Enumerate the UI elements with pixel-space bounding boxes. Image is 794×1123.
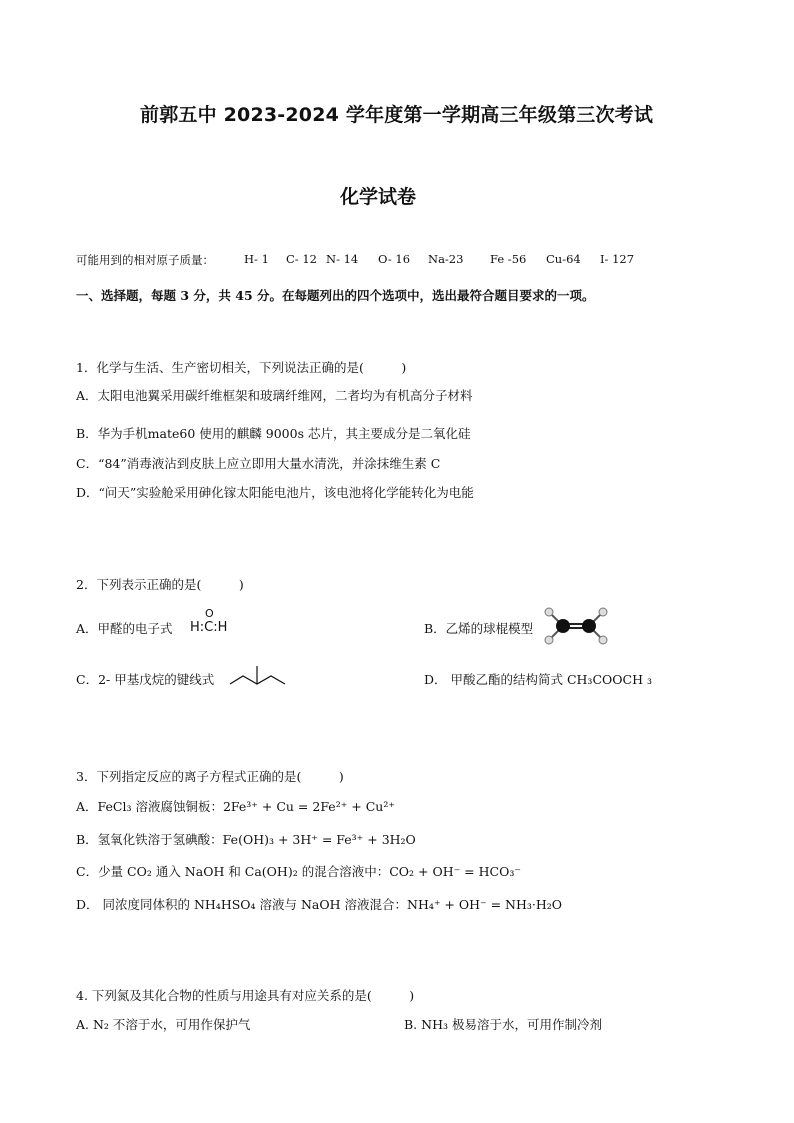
question-4-stem: 4. 下列氮及其化合物的性质与用途具有对应关系的是( )	[76, 988, 415, 1003]
atomic-mass-item: Fe -56	[490, 252, 527, 266]
section-heading: 一、选择题，每题 3 分，共 45 分。在每题列出的四个选项中，选出最符合题目要求的一项。	[76, 288, 595, 303]
question-1-option-b: B．华为手机mate60 使用的麒麟 9000s 芯片，其主要成分是二氧化硅	[76, 426, 471, 441]
atomic-mass-label: 可能用到的相对原子质量：	[76, 253, 214, 267]
atomic-mass-item: C- 12	[286, 252, 317, 266]
question-2-option-a: A．甲醛的电子式	[76, 621, 173, 636]
formaldehyde-electron-formula	[190, 607, 232, 639]
question-3-option-d: D． 同浓度同体积的 NH₄HSO₄ 溶液与 NaOH 溶液混合：NH₄⁺ + OH⁻ = NH₃·H₂O	[76, 897, 563, 912]
question-1-stem: 1．化学与生活、生产密切相关，下列说法正确的是( )	[76, 360, 407, 375]
atomic-mass-item: N- 14	[326, 252, 359, 266]
question-3-option-a: A．FeCl₃ 溶液腐蚀铜板：2Fe³⁺ + Cu = 2Fe²⁺ + Cu²⁺	[76, 799, 395, 814]
question-2-stem: 2．下列表示正确的是( )	[76, 577, 244, 592]
atomic-mass-item: Na-23	[428, 252, 464, 266]
formula-h-c-h: H:C:H	[190, 620, 228, 635]
question-2-option-d: D． 甲酸乙酯的结构简式 CH₃COOCH ₃	[424, 672, 652, 687]
methylpentane-skeletal-formula	[229, 662, 289, 692]
question-2-option-b: B．乙烯的球棍模型	[424, 621, 534, 636]
question-1-option-d: D．“问天”实验舱采用砷化镓太阳能电池片，该电池将化学能转化为电能	[76, 485, 474, 500]
question-3-option-c: C．少量 CO₂ 通入 NaOH 和 Ca(OH)₂ 的混合溶液中：CO₂ + OH⁻ = HCO₃⁻	[76, 864, 521, 879]
atomic-mass-item: O- 16	[378, 252, 411, 266]
question-4-option-b: B. NH₃ 极易溶于水，可用作制冷剂	[404, 1017, 602, 1032]
atomic-mass-item: Cu-64	[546, 252, 581, 266]
exam-subtitle: 化学试卷	[340, 186, 417, 208]
ethylene-ball-stick-model	[543, 606, 609, 646]
atomic-mass-item: I- 127	[600, 252, 635, 266]
exam-title: 前郭五中 2023-2024 学年度第一学期高三年级第三次考试	[140, 104, 654, 126]
question-3-option-b: B．氢氧化铁溶于氢碘酸：Fe(OH)₃ + 3H⁺ = Fe³⁺ + 3H₂O	[76, 832, 416, 847]
question-4-option-a: A. N₂ 不溶于水，可用作保护气	[76, 1017, 251, 1032]
atomic-mass-line	[76, 252, 214, 268]
question-3-stem: 3．下列指定反应的离子方程式正确的是( )	[76, 769, 344, 784]
question-2-option-c: C．2- 甲基戊烷的键线式	[76, 672, 215, 687]
atomic-mass-item: H- 1	[244, 252, 269, 266]
question-1-option-a: A．太阳电池翼采用碳纤维框架和玻璃纤维网，二者均为有机高分子材料	[76, 388, 473, 403]
question-1-option-c: C．“84”消毒液沾到皮肤上应立即用大量水清洗，并涂抹维生素 C	[76, 456, 441, 471]
formula-oxygen: O	[205, 607, 214, 620]
